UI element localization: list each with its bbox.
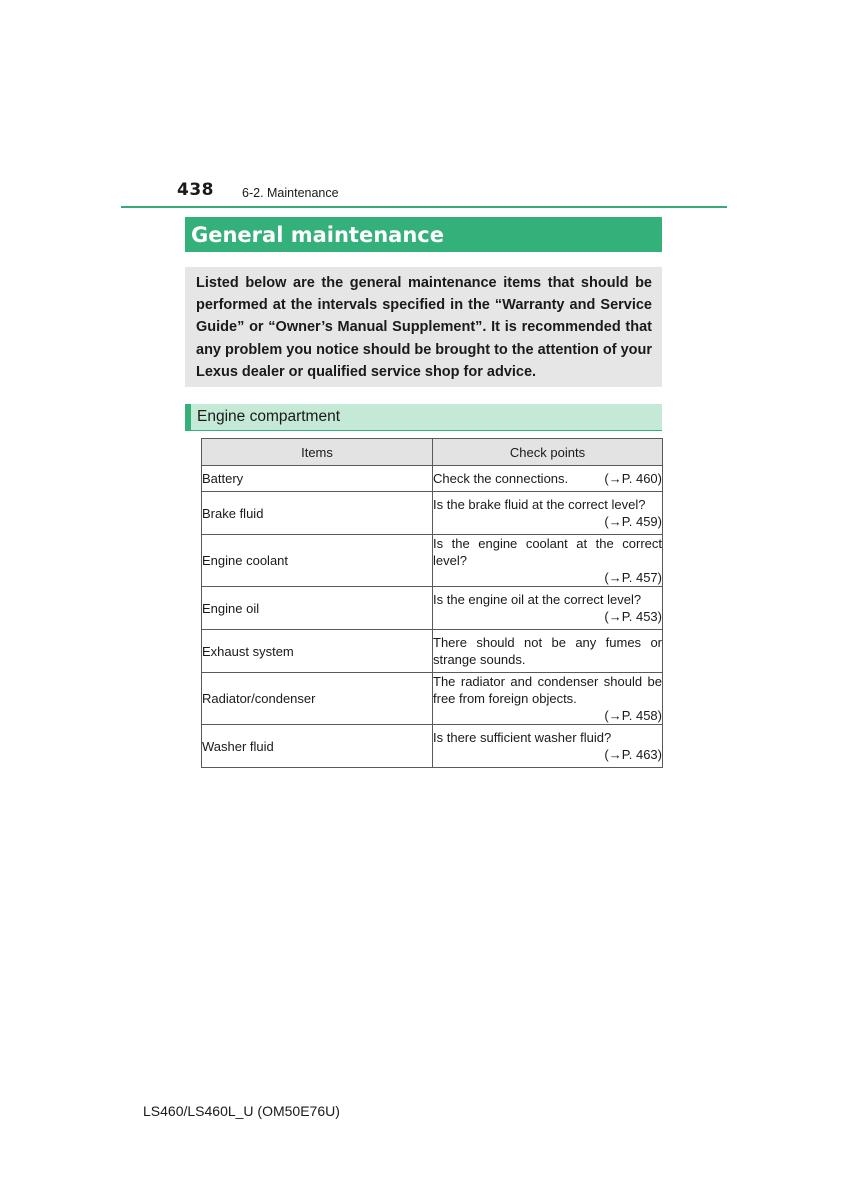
item-cell: Engine coolant — [202, 535, 433, 587]
table-header-row — [202, 439, 663, 466]
title-banner — [185, 217, 662, 252]
check-text: Is the brake fluid at the correct level? — [433, 497, 646, 512]
table-row — [202, 725, 663, 768]
page-reference: (→P. 457) — [604, 570, 662, 585]
check-cell — [433, 466, 663, 492]
page-reference: (→P. 463) — [604, 747, 662, 762]
item-cell: Brake fluid — [202, 492, 433, 535]
check-text: Check the connections. — [433, 471, 569, 486]
page-reference: (→P. 453) — [604, 609, 662, 624]
item-cell: Radiator/condenser — [202, 673, 433, 725]
header-divider — [121, 206, 727, 208]
column-header-items: Items — [202, 439, 433, 466]
subsection-banner — [185, 404, 662, 431]
check-cell — [433, 673, 663, 725]
page-reference: (→P. 458) — [604, 708, 662, 723]
check-cell — [433, 587, 663, 630]
check-cell — [433, 630, 663, 673]
check-cell — [433, 535, 663, 587]
table-row — [202, 673, 663, 725]
check-cell — [433, 725, 663, 768]
maintenance-table — [201, 438, 663, 768]
page-title: General maintenance — [191, 222, 444, 247]
item-cell: Engine oil — [202, 587, 433, 630]
column-header-check-points: Check points — [433, 439, 663, 466]
item-cell: Washer fluid — [202, 725, 433, 768]
page-reference: (→P. 459) — [604, 514, 662, 529]
table-row — [202, 535, 663, 587]
subsection-title: Engine compartment — [197, 408, 341, 425]
check-text: There should not be any fumes or strange sounds. — [433, 635, 662, 667]
check-cell — [433, 492, 663, 535]
page-number: 438 — [177, 180, 214, 200]
table-row — [202, 587, 663, 630]
intro-box — [185, 267, 662, 387]
check-text: Is the engine oil at the correct level? — [433, 592, 642, 607]
footer-model-code: LS460/LS460L_U (OM50E76U) — [143, 1103, 340, 1119]
check-text: Is the engine coolant at the correct level? — [433, 536, 662, 568]
intro-text: Listed below are the general maintenance items that should be performed at the intervals specified in the “Warranty and Service Guide” or “Owner’s Manual Supplement”. It is recommended that any problem you notice should be brought to the attention of your Lexus dealer or qualified service shop for advice. — [196, 275, 652, 380]
check-text: The radiator and condenser should be free from foreign objects. — [433, 674, 662, 706]
table-row — [202, 630, 663, 673]
item-cell: Battery — [202, 466, 433, 492]
page-reference: (→P. 460) — [604, 471, 662, 486]
item-cell: Exhaust system — [202, 630, 433, 673]
check-text: Is there sufficient washer fluid? — [433, 730, 612, 745]
section-breadcrumb: 6-2. Maintenance — [242, 186, 339, 200]
table-row — [202, 466, 663, 492]
table-row — [202, 492, 663, 535]
